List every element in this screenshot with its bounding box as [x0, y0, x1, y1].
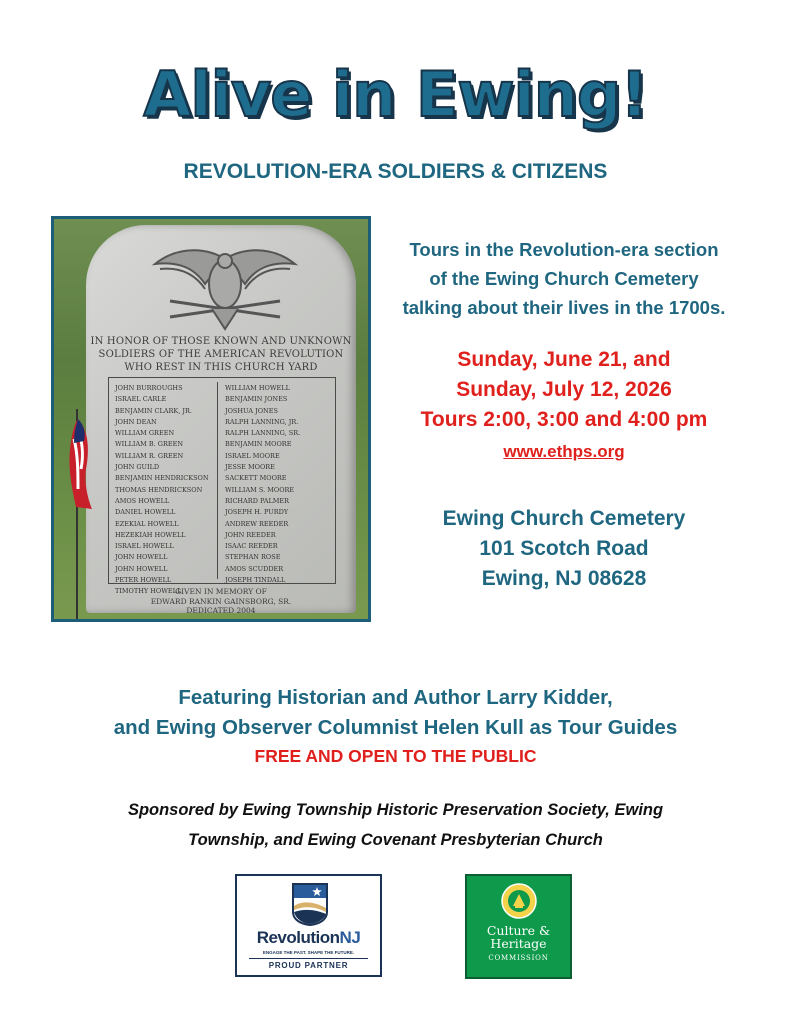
tours-description: Tours in the Revolution-era section of the Ewing Church Cemetery talking about their lives in the 1700s.	[402, 239, 726, 318]
soldier-name: JOSHUA JONES	[225, 406, 278, 415]
soldier-name: RALPH LANNING, JR.	[225, 417, 299, 426]
memorial-stone-photo	[51, 216, 371, 622]
culture-heritage-commission-logo	[465, 874, 572, 979]
tour-dates: Sunday, June 21, and Sunday, July 12, 2026 Tours 2:00, 3:00 and 4:00 pm	[420, 348, 708, 431]
culture-heritage-wordmark: Culture & Heritage	[486, 923, 551, 951]
soldier-name: JOHN GUILD	[115, 463, 160, 472]
location-address: Ewing Church Cemetery 101 Scotch Road Ewing, NJ 08628	[442, 507, 686, 590]
eagle-icon	[150, 239, 300, 334]
page-subtitle: REVOLUTION-ERA SOLDIERS & CITIZENS	[183, 160, 608, 183]
soldier-name: BENJAMIN JONES	[225, 395, 288, 404]
soldier-name: WILLIAM GREEN	[115, 429, 175, 438]
soldier-name: ANDREW REEDER	[225, 519, 289, 528]
soldier-name: ISRAEL MOORE	[225, 451, 280, 460]
soldier-name: JESSE MOORE	[225, 463, 275, 472]
revolution-nj-emblem-icon	[291, 882, 329, 926]
soldier-name: JOHN DEAN	[115, 417, 157, 426]
soldier-name: STEPHAN ROSE	[225, 553, 281, 562]
soldier-name: JOHN BURROUGHS	[115, 384, 183, 392]
soldier-name: JOSEPH H. PURDY	[225, 508, 289, 517]
county-seal-icon	[500, 882, 538, 920]
soldier-name: JOHN REEDER	[225, 530, 276, 539]
proud-partner-label: PROUD PARTNER	[249, 958, 368, 970]
soldier-name: WILLIAM HOWELL	[225, 384, 290, 392]
soldier-name: AMOS SCUDDER	[225, 564, 284, 573]
free-admission-notice: FREE AND OPEN TO THE PUBLIC	[254, 746, 537, 766]
commission-label: COMMISSION	[488, 954, 549, 962]
gravestone	[86, 225, 356, 613]
revolution-nj-tagline: ENGAGE THE PAST. SHAPE THE FUTURE.	[262, 950, 355, 955]
soldier-name: PETER HOWELL	[115, 576, 172, 585]
soldier-name: JOSEPH TINDALL	[225, 576, 286, 585]
soldier-name: TIMOTHY HOWELL	[115, 587, 182, 596]
revolution-nj-logo	[235, 874, 382, 977]
soldier-name: THOMAS HENDRICKSON	[115, 485, 203, 494]
soldier-name: WILLIAM R. GREEN	[115, 451, 184, 460]
featuring-guides: Featuring Historian and Author Larry Kidder, and Ewing Observer Columnist Helen Kull as Tour Guides	[113, 686, 678, 739]
sponsors: Sponsored by Ewing Township Historic Preservation Society, Ewing Township, and Ewing Covenant Presbyterian Church	[127, 801, 664, 849]
memory-inscription: GIVEN IN MEMORY OF EDWARD RANKIN GAINSBORG, SR. DEDICATED 2004	[150, 587, 292, 615]
soldier-names-panel	[108, 377, 336, 596]
soldier-name: RALPH LANNING, SR.	[225, 429, 301, 438]
honor-inscription: IN HONOR OF THOSE KNOWN AND UNKNOWN SOLDIERS OF THE AMERICAN REVOLUTION WHO REST IN THIS CHURCH YARD	[90, 336, 352, 373]
soldier-name: BENJAMIN CLARK, JR.	[115, 406, 192, 415]
page-title: Alive in Ewing!	[143, 58, 648, 131]
soldier-name: BENJAMIN HENDRICKSON	[115, 474, 209, 483]
soldier-name: ISRAEL HOWELL	[115, 542, 174, 551]
soldier-name: WILLIAM S. MOORE	[225, 485, 295, 494]
soldier-name: ISAAC REEDER	[225, 542, 278, 551]
soldier-name: HEZEKIAH HOWELL	[115, 530, 186, 539]
soldier-name: BENJAMIN MOORE	[225, 440, 292, 449]
soldier-name: WILLIAM B. GREEN	[115, 440, 184, 449]
american-flag-icon	[64, 419, 94, 509]
soldier-name: RICHARD PALMER	[225, 496, 290, 505]
soldier-name: JOHN HOWELL	[115, 564, 168, 573]
soldier-name: EZEKIAL HOWELL	[115, 519, 179, 528]
soldier-name: DANIEL HOWELL	[115, 508, 176, 517]
names-right-column	[225, 383, 300, 586]
soldier-name: SACKETT MOORE	[225, 474, 287, 483]
soldier-name: AMOS HOWELL	[115, 496, 170, 505]
soldier-name: JOHN HOWELL	[115, 553, 168, 562]
website-link[interactable]: www.ethps.org	[503, 442, 625, 461]
names-left-column	[115, 383, 209, 598]
revolution-nj-wordmark: RevolutionNJ	[256, 928, 361, 947]
soldier-name: ISRAEL CARLE	[115, 395, 167, 404]
